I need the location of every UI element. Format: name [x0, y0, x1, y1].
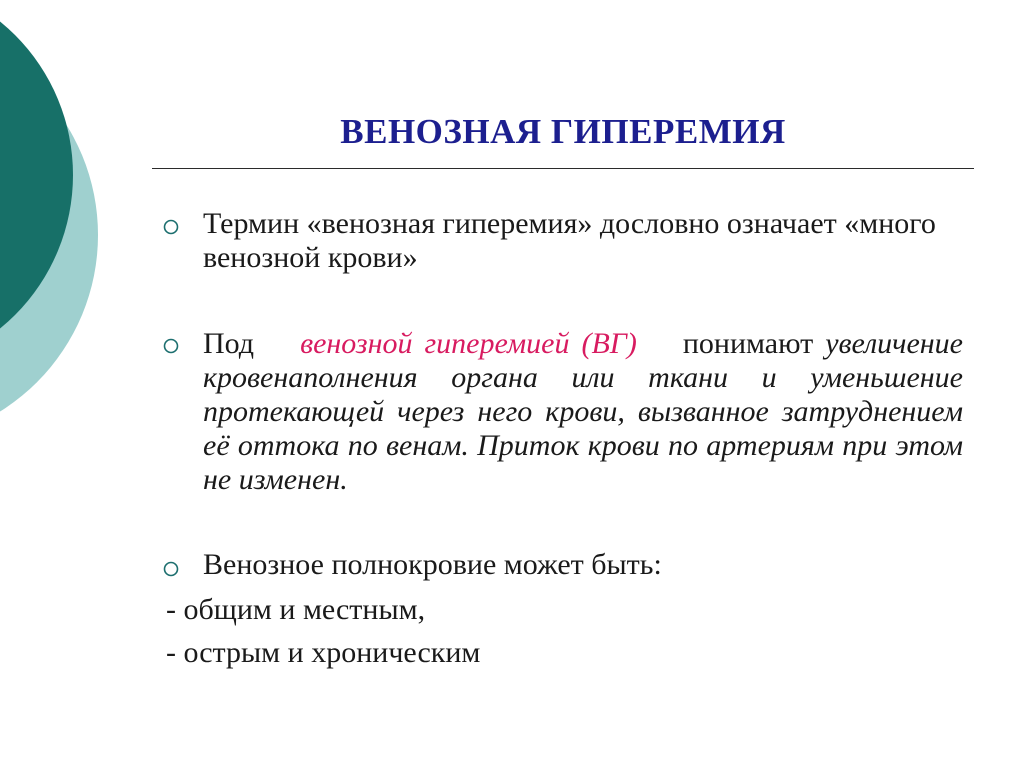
highlighted-term: венозной гиперемией (ВГ): [300, 327, 637, 360]
subitem-general-local: - общим и местным,: [166, 593, 426, 626]
definition-text: увеличение кровенаполнения органа или ткани и уменьшение протекающей через него крови, вызванное затруднением её оттока по венам. Приток крови по артериям при этом не изменен.: [203, 327, 963, 496]
decorative-circles: [0, 0, 110, 420]
definition-lead: Под: [203, 327, 255, 360]
point-types: Венозное полнокровие может быть:: [203, 548, 662, 581]
title-divider: [152, 168, 974, 169]
point-definition: [203, 327, 963, 497]
subitem-acute-chronic: - острым и хроническим: [166, 636, 481, 669]
hollow-circle-icon: [162, 218, 180, 236]
slide-title: ВЕНОЗНАЯ ГИПЕРЕМИЯ: [340, 112, 786, 151]
point-term-meaning: Термин «венозная гиперемия» дословно означает «много венозной крови»: [203, 207, 936, 274]
definition-verb: понимают: [682, 327, 814, 360]
hollow-circle-icon: [162, 560, 180, 578]
hollow-circle-icon: [162, 337, 180, 355]
